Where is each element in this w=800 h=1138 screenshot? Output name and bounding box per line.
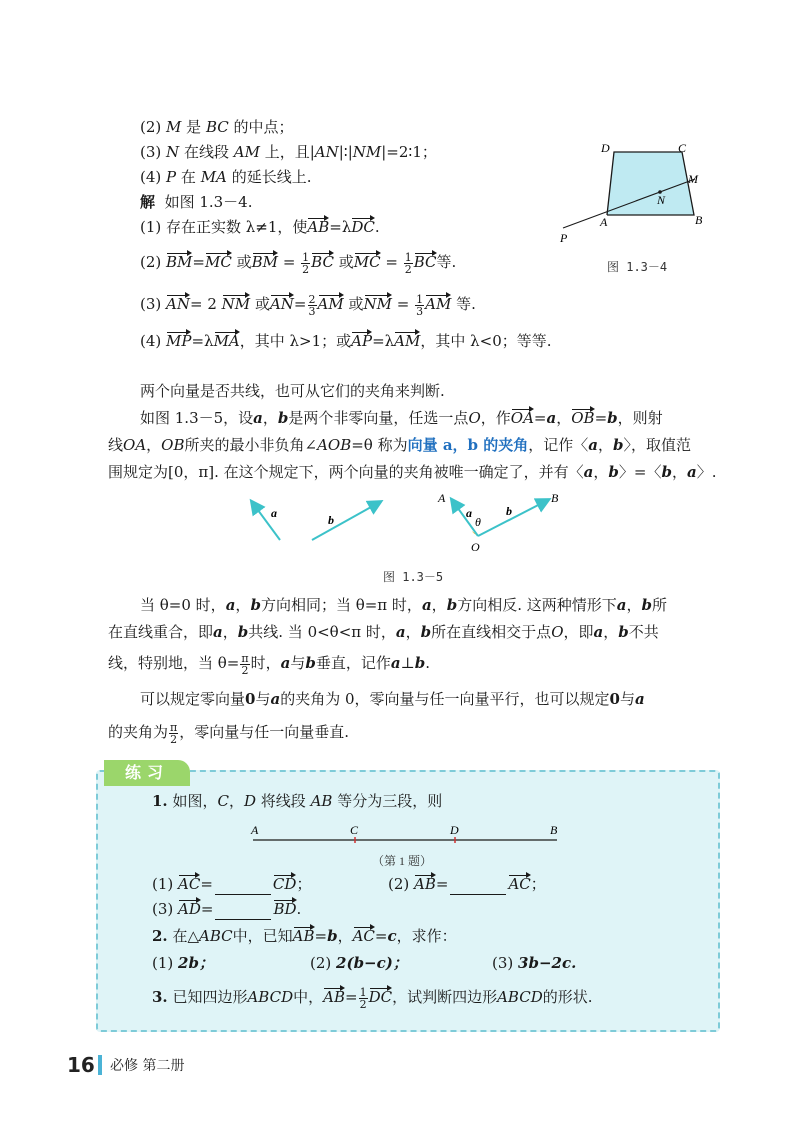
vector-ob: [478, 500, 548, 536]
label-c: C: [678, 141, 687, 155]
exercise-q1-c: (3) AD= BD.: [152, 900, 302, 918]
blank-q1-2[interactable]: [450, 880, 506, 895]
segment-figure: [245, 822, 565, 848]
label-p: P: [560, 231, 568, 245]
label-d: D: [601, 141, 610, 155]
paragraph-3-line-2: 在直线重合，即a，b共线. 当 0<θ<π 时，a，b所在直线相交于点O，即a，b不共: [108, 623, 659, 641]
label-a: A: [600, 215, 608, 229]
exercise-q1: 1. 如图，C，D 将线段 AB 等分为三段，则: [152, 792, 443, 810]
vector-a-left-label: a: [271, 506, 277, 520]
term-vector-angle: 向量 a，b 的夹角: [407, 436, 529, 454]
seg-label-a: A: [251, 823, 259, 837]
paragraph-2-line-2: 线OA，OB所夹的最小非负角∠AOB=θ 称为向量 a，b 的夹角，记作〈a，b〉，取值范: [108, 436, 692, 454]
footer-divider: [98, 1055, 102, 1075]
segment-caption: （第 1 题）: [372, 854, 433, 868]
exercise-q1-a: (1) AC= CD；: [152, 875, 312, 893]
seg-label-c: C: [350, 823, 359, 837]
label-point-a: A: [438, 491, 446, 505]
seg-label-d: D: [450, 823, 459, 837]
solution-4: (4) MP=λMA，其中 λ>1；或AP=λAM，其中 λ<0；等等.: [140, 332, 552, 350]
exercise-q1-b: (2) AB= AC；: [388, 875, 546, 893]
exercise-q3: 3. 已知四边形ABCD中，AB= $\frac{1}{2}$ DC，试判断四边形ABCD的形状.: [152, 985, 593, 1011]
label-b: B: [695, 213, 703, 227]
label-point-b: B: [551, 491, 559, 505]
trapezoid-fill: [607, 152, 694, 215]
figure-1-3-4: [555, 135, 730, 250]
vector-b-left-label: b: [328, 513, 334, 527]
exercise-q2: 2. 在△ABC中，已知AB=b，AC=c，求作：: [152, 927, 457, 945]
paragraph-4-line-1: 可以规定零向量0与a的夹角为 0，零向量与任一向量平行，也可以规定0与a: [140, 690, 645, 708]
blank-q1-3[interactable]: [215, 905, 271, 920]
figure-1-3-4-caption: 图 1.3－4: [607, 260, 668, 274]
solution-intro: 解 如图 1.3－4.: [140, 193, 253, 211]
condition-3: (3) N 在线段 AM 上，且|AN|∶|NM|=2∶1；: [140, 143, 437, 161]
figure-1-3-5-caption: 图 1.3－5: [383, 570, 444, 584]
solution-3: (3) AN= 2 NM 或AN= $\frac{2}{3}$ AM 或NM = $\frac{1}{3}$ AM 等.: [140, 292, 476, 318]
label-ob-b: b: [506, 504, 512, 518]
label-theta: θ: [475, 515, 481, 529]
solution-2: (2) BM=MC 或BM = $\frac{1}{2}$ BC 或MC = $\frac{1}{2}$ BC等.: [140, 250, 457, 276]
exercise-q2-a: (1) 2b；: [152, 954, 214, 972]
book-title: 必修 第二册: [110, 1058, 185, 1074]
figure-1-3-5: [240, 490, 580, 560]
solution-1: (1) 存在正实数 λ≠1，使AB=λDC.: [140, 218, 380, 236]
paragraph-2-line-1: 如图 1.3－5，设a，b是两个非零向量，任选一点O，作OA=a，OB=b，则射: [140, 409, 663, 427]
paragraph-2-line-3: 围规定为[0，π]. 在这个规定下，两个向量的夹角被唯一确定了，并有〈a，b〉=〈b，a〉.: [108, 463, 717, 481]
condition-2: (2) M 是 BC 的中点；: [140, 118, 294, 136]
paragraph-3-line-3: 线，特别地，当 θ= $\frac{\pi}{2}$ 时，a与b垂直，记作a⊥b.: [108, 651, 431, 677]
condition-4: (4) P 在 MA 的延长线上.: [140, 168, 312, 186]
label-n: N: [657, 193, 666, 207]
exercise-q2-c: (3) 3b−2c.: [492, 954, 577, 972]
vector-b-left: [312, 502, 380, 540]
page-number: 16: [67, 1053, 95, 1077]
paragraph-4-line-2: 的夹角为 $\frac{\pi}{2}$ ，零向量与任一向量垂直.: [108, 720, 350, 746]
exercise-title: 练习: [104, 760, 190, 786]
blank-q1-1[interactable]: [215, 880, 271, 895]
exercise-q2-b: (2) 2(b−c)；: [310, 954, 408, 972]
paragraph-3-line-1: 当 θ=0 时，a，b方向相同；当 θ=π 时，a，b方向相反. 这两种情形下a，b所: [140, 596, 667, 614]
label-m: M: [688, 172, 698, 186]
seg-label-b: B: [550, 823, 558, 837]
paragraph-1: 两个向量是否共线，也可从它们的夹角来判断.: [140, 382, 445, 400]
label-oa-a: a: [466, 506, 472, 520]
label-point-o: O: [471, 540, 480, 554]
